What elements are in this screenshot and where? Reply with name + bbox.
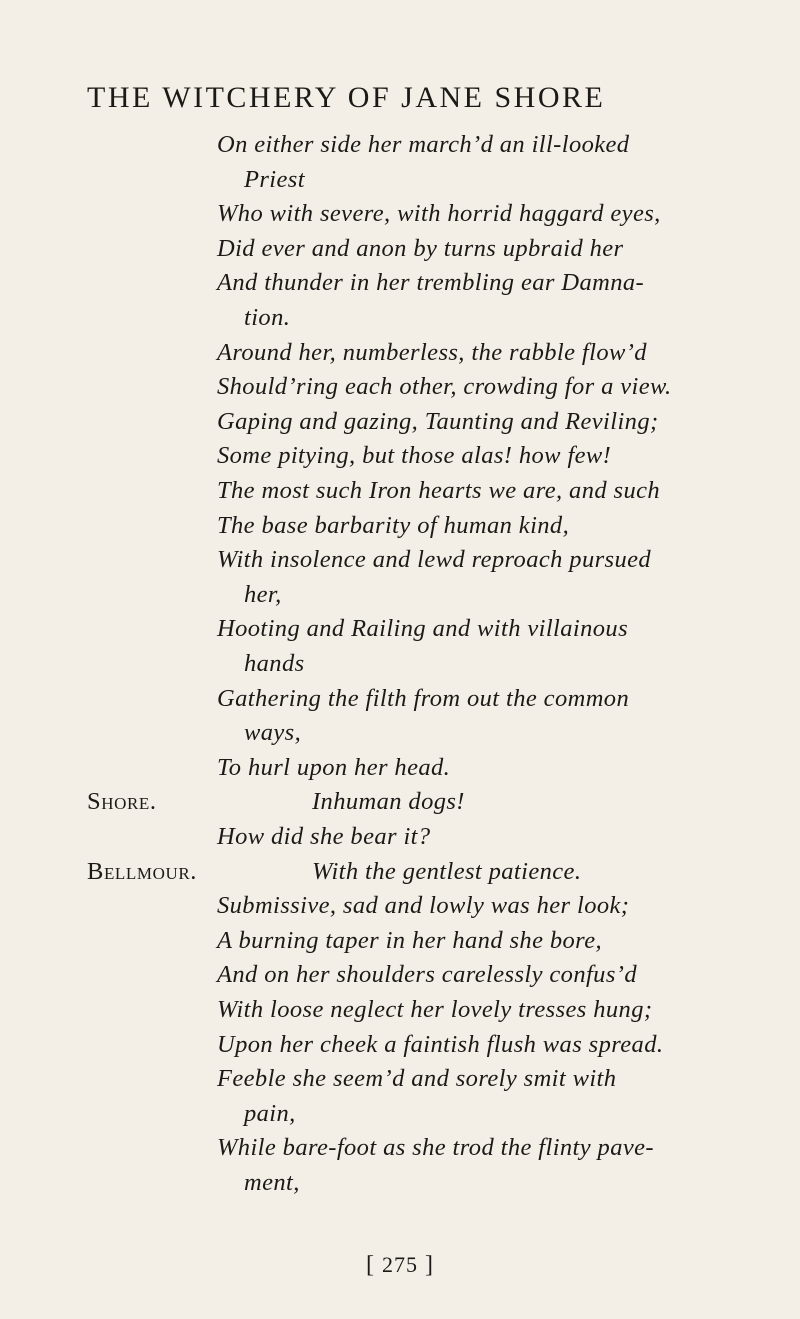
verse-text: Hooting and Railing and with villainous (217, 615, 629, 643)
verse-text: The most such Iron hearts we are, and such (217, 477, 661, 504)
verse-text: The base barbarity of human kind, (217, 511, 570, 539)
verse-line (0, 128, 800, 162)
verse-line (0, 1062, 800, 1096)
verse-text: While bare-foot as she trod the flinty pave- (217, 1134, 654, 1162)
verse-text: Some pitying, but those alas! how few! (217, 442, 612, 470)
verse-text: To hurl upon her head. (217, 753, 451, 781)
verse-line (0, 405, 800, 439)
verse-line (0, 301, 800, 335)
verse-line (0, 889, 800, 923)
verse-line (0, 439, 800, 473)
verse-text: Upon her cheek a faintish flush was spread. (217, 1030, 664, 1058)
verse-text: Priest (244, 165, 305, 193)
verse-line (0, 232, 800, 266)
verse-line (0, 612, 800, 646)
verse-line (0, 474, 800, 508)
speaker-name: Shore. (87, 788, 157, 816)
verse-text: ment, (244, 1169, 300, 1196)
verse-line (0, 336, 800, 370)
verse-line (0, 197, 800, 231)
verse-text: Gathering the filth from out the common (217, 684, 630, 712)
verse-text: Did ever and anon by turns upbraid her (217, 234, 624, 262)
verse-text: pain, (244, 1099, 296, 1127)
speaker-name: Bellmour. (87, 857, 198, 885)
running-head: THE WITCHERY OF JANE SHORE (87, 81, 606, 114)
verse-text: On either side her march’d an ill-looked (217, 131, 630, 158)
verse-text: And thunder in her trembling ear Damna- (217, 269, 645, 297)
verse-text: tion. (244, 304, 291, 331)
verse-text: How did she bear it? (217, 823, 431, 850)
verse-text: ways, (244, 719, 302, 747)
verse-line (0, 163, 800, 197)
verse-block (0, 128, 800, 1258)
verse-line (0, 716, 800, 750)
verse-line (0, 578, 800, 612)
verse-line (0, 1097, 800, 1131)
folio-open-bracket: [ (366, 1252, 375, 1278)
verse-line (0, 543, 800, 577)
folio-number: 275 (382, 1252, 418, 1277)
verse-line (0, 1028, 800, 1062)
verse-line (0, 924, 800, 958)
verse-text: With loose neglect her lovely tresses hung; (217, 996, 653, 1023)
verse-line (0, 855, 800, 889)
verse-text: Around her, numberless, the rabble flow’d (217, 338, 647, 366)
verse-line (0, 958, 800, 992)
verse-line (0, 1166, 800, 1200)
verse-text: With insolence and lewd reproach pursued (217, 546, 652, 574)
page-number (0, 1248, 800, 1282)
verse-text: Should’ring each other, crowding for a view. (217, 373, 672, 401)
verse-line (0, 647, 800, 681)
verse-text: And on her shoulders carelessly confus’d (217, 961, 637, 989)
verse-line (0, 370, 800, 404)
verse-text: A burning taper in her hand she bore, (217, 926, 603, 954)
verse-line (0, 751, 800, 785)
verse-text: hands (244, 650, 305, 677)
verse-text: Submissive, sad and lowly was her look; (217, 892, 630, 920)
verse-line (0, 785, 800, 819)
verse-text: Who with severe, with horrid haggard eyes, (217, 200, 661, 228)
verse-line (0, 509, 800, 543)
verse-text: Feeble she seem’d and sorely smit with (217, 1065, 617, 1093)
verse-text: her, (244, 580, 282, 608)
verse-line (0, 820, 800, 854)
verse-text: Gaping and gazing, Taunting and Reviling; (217, 407, 659, 435)
verse-line (0, 266, 800, 300)
folio-close-bracket: ] (425, 1252, 434, 1278)
verse-line (0, 1131, 800, 1165)
verse-line (0, 682, 800, 716)
verse-line (0, 993, 800, 1027)
verse-text: Inhuman dogs! (312, 788, 465, 816)
verse-text: With the gentlest patience. (312, 857, 582, 885)
